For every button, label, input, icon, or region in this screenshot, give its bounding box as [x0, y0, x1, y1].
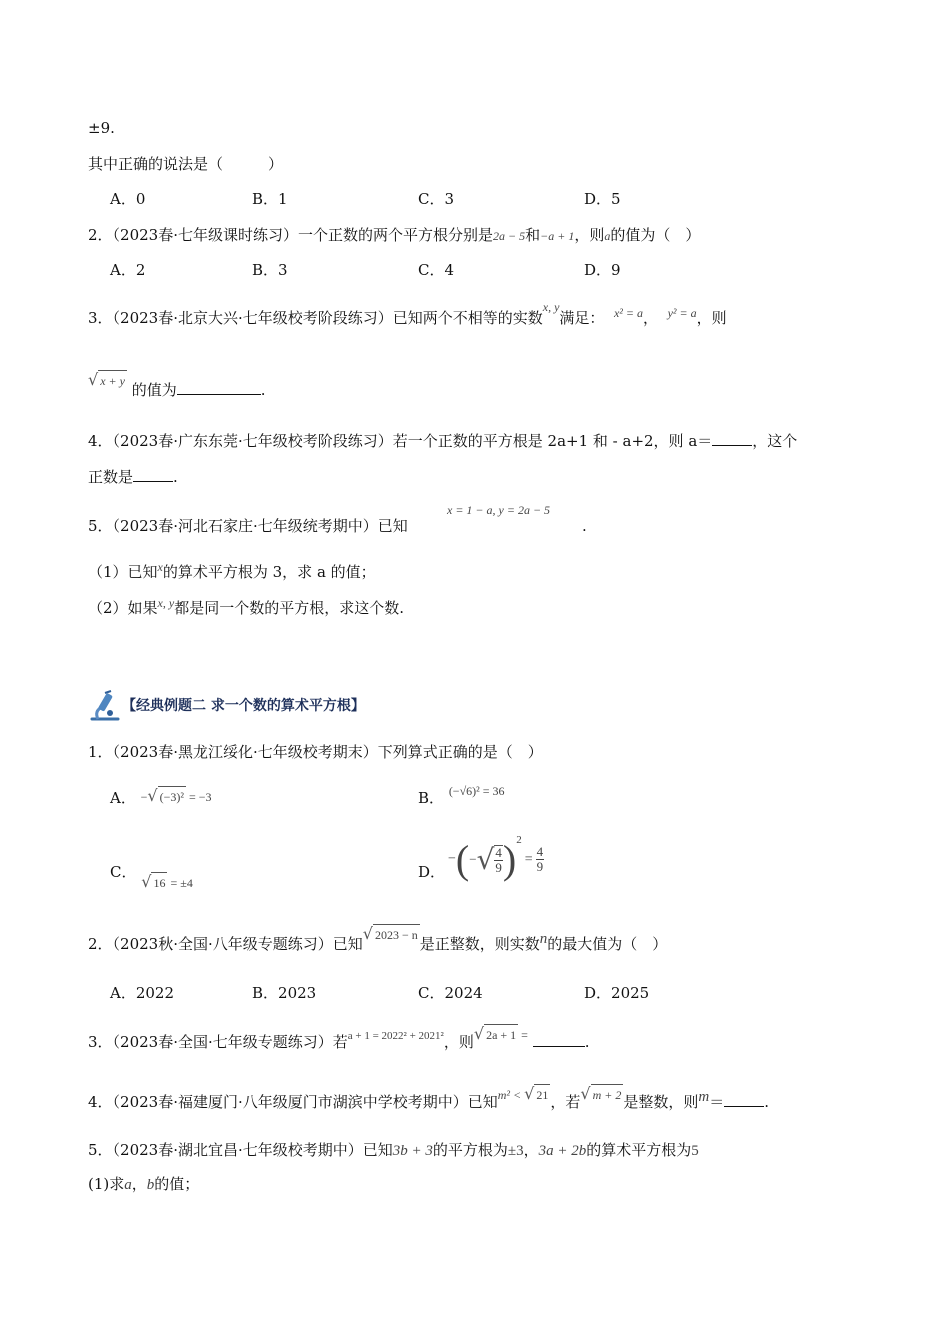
- c-radicand: 16: [151, 872, 167, 893]
- q2-var: a: [604, 229, 611, 243]
- q3-then: ，则: [696, 309, 727, 327]
- question-5: [88, 516, 408, 536]
- sqrt-icon: √: [362, 924, 373, 943]
- q5-mid2: 的算术平方根为: [586, 1141, 692, 1159]
- q4-end: .: [764, 1093, 769, 1111]
- q5-p1v1: a: [124, 1177, 132, 1193]
- option-a-label: A．: [110, 789, 136, 807]
- option-b: B．3: [252, 261, 288, 279]
- paren-right-icon: ): [502, 837, 517, 882]
- question-prompt: 其中正确的说法是（ ）: [88, 155, 284, 173]
- denominator: 9: [536, 859, 544, 874]
- q4-line2: 正数是: [88, 468, 134, 486]
- q3-comma: ，: [643, 309, 659, 327]
- option-c: C．4: [418, 261, 455, 279]
- question-4: [88, 431, 797, 451]
- denominator: 9: [495, 859, 502, 875]
- answer-blank[interactable]: [533, 1032, 585, 1047]
- q3-end: .: [260, 381, 266, 399]
- q3-radicand: x + y: [98, 370, 127, 391]
- q2-text: 2．（2023秋·全国·八年级专题练习）已知: [88, 935, 363, 953]
- q4-end: .: [173, 468, 178, 486]
- q4-mid: ，若: [550, 1093, 581, 1111]
- q5-end: .: [582, 517, 587, 535]
- q5-p2b: 都是同一个数的平方根，求这个数.: [174, 599, 404, 617]
- option-a: A．2: [110, 261, 146, 279]
- q5-e3: 3a + 2b: [538, 1143, 587, 1159]
- q4-radicand: m + 2: [591, 1084, 624, 1105]
- d-fraction: [494, 845, 503, 875]
- q3-mid: 满足：: [559, 309, 605, 327]
- question-2: [88, 924, 668, 955]
- c-result: = ±4: [167, 876, 193, 890]
- q4-text: 4．（2023春·福建厦门·八年级厦门市湖滨中学校考期中）已知: [88, 1093, 498, 1111]
- q2-then: ，则: [574, 226, 605, 244]
- option-d: D．5: [584, 190, 621, 208]
- q5-p1v2: b: [146, 1177, 155, 1193]
- option-a: A．0: [110, 190, 146, 208]
- question-1: 1．（2023春·黑龙江绥化·七年级校考期末）下列算式正确的是（ ）: [88, 743, 543, 761]
- q2-tail: 的最大值为（ ）: [547, 935, 668, 953]
- q5-e4: 5: [691, 1143, 699, 1159]
- q4-mid2: 是整数，则: [623, 1093, 699, 1111]
- option-d: [418, 862, 445, 882]
- q3-mid: ，则: [443, 1033, 474, 1051]
- q3-text: 3．（2023春·全国·七年级专题练习）若: [88, 1033, 348, 1051]
- question-5: [88, 1140, 699, 1161]
- q2-tail: 的值为（ ）: [610, 226, 701, 244]
- q5-comma: ，: [523, 1141, 539, 1159]
- equals: =: [524, 851, 533, 867]
- sqrt-icon: √: [473, 1024, 485, 1043]
- q5-p1b: 的算术平方根为 3，求 a 的值；: [162, 563, 376, 581]
- q5-p1b: 的值；: [154, 1175, 200, 1193]
- exponent: 2: [516, 833, 522, 846]
- answer-blank[interactable]: [177, 380, 261, 395]
- q3-radicand: 2a + 1: [484, 1024, 518, 1045]
- option-d: D．9: [584, 261, 621, 279]
- microscope-icon: [88, 689, 122, 723]
- q2-expr1: 2a − 5: [493, 229, 526, 243]
- q5-text: 5．（2023春·湖北宜昌·七年级校考期中）已知: [88, 1141, 393, 1159]
- question-2: [88, 225, 700, 246]
- numerator: 4: [536, 844, 544, 859]
- q5-part-1: [88, 1174, 199, 1195]
- q4-var: m: [698, 1089, 710, 1105]
- q5-p1a: (1)求: [88, 1175, 125, 1193]
- q2-mid: 是正整数，则实数: [419, 935, 540, 953]
- option-b: B．2023: [252, 984, 317, 1002]
- option-c-label: C．: [110, 863, 137, 881]
- q2-var: n: [539, 931, 548, 947]
- continued-text: ±9.: [88, 119, 115, 137]
- d-result-fraction: [536, 845, 545, 874]
- q2-text: 2．（2023春·七年级课时练习）一个正数的两个平方根分别是: [88, 226, 493, 244]
- q5-part-2: [88, 598, 404, 619]
- sqrt-icon: √: [524, 1084, 535, 1103]
- q5-part-1: [88, 562, 376, 583]
- answer-blank[interactable]: [724, 1092, 764, 1107]
- q4-text: 4．（2023春·广东东莞·七年级校考阶段练习）若一个正数的平方根是 2a+1 和 - a+2，则 a＝: [88, 432, 713, 450]
- q5-mid1: 的平方根为: [432, 1141, 508, 1159]
- sqrt-icon: √: [580, 1084, 591, 1103]
- q5-p1c: ，: [131, 1175, 147, 1193]
- q4-eq: ＝: [709, 1093, 725, 1111]
- q2-expr2: −a + 1: [540, 229, 575, 243]
- paren-left-icon: (: [455, 837, 470, 882]
- option-b: B．1: [252, 190, 288, 208]
- q3-xy: x, y: [542, 300, 560, 314]
- b-expr: (−√6)² = 36: [448, 784, 505, 798]
- minus-sign: −: [448, 851, 456, 867]
- minus-sign: −: [140, 790, 148, 804]
- q4-cond-radicand: 21: [534, 1084, 550, 1105]
- q5-p1x: x: [157, 560, 163, 574]
- q4-cond: m² <: [497, 1088, 525, 1102]
- option-a: [110, 788, 212, 809]
- answer-blank[interactable]: [712, 431, 752, 446]
- q4-after: ，这个: [752, 432, 798, 450]
- q3-tail: 的值为: [131, 381, 177, 399]
- d-expr: −(−√ $\frac{4}{9}$ )$^2$= $\frac{4}{9}$: [448, 833, 544, 882]
- q3-text: 3．（2023春·北京大兴·七年级校考阶段练习）已知两个不相等的实数: [88, 309, 543, 327]
- question-3-cont: [88, 370, 266, 401]
- q2-and: 和: [525, 226, 541, 244]
- option-c: C．2024: [418, 984, 483, 1002]
- question-4: [88, 1084, 769, 1113]
- q5-p2a: （2）如果: [88, 599, 158, 617]
- q5-expr: x = 1 − a, y = 2a − 5: [447, 503, 551, 517]
- question-3: [88, 1024, 590, 1054]
- section-title: 【经典例题二 求一个数的算术平方根】: [122, 698, 365, 714]
- a-result: = −3: [185, 790, 212, 804]
- sqrt-icon: √: [141, 872, 152, 891]
- q5-e2: ±3: [507, 1143, 524, 1159]
- q5-p1a: （1）已知: [88, 563, 158, 581]
- q3-cond1: x² = a: [613, 306, 644, 320]
- option-a: A．2022: [110, 984, 175, 1002]
- question-3: [88, 300, 727, 329]
- option-b-label: B．: [418, 789, 445, 807]
- sqrt-icon: √: [88, 370, 99, 389]
- q2-radicand: 2023 − n: [373, 924, 420, 945]
- equals: =: [518, 1028, 528, 1042]
- question-4-cont: [88, 467, 178, 487]
- q3-cond2: y² = a: [667, 306, 697, 320]
- option-b: [418, 784, 505, 809]
- option-d: D．2025: [584, 984, 650, 1002]
- section-header: [88, 689, 365, 723]
- q5-text: 5．（2023春·河北石家庄·七年级统考期中）已知: [88, 517, 408, 535]
- a-radicand: (−3)²: [158, 786, 186, 807]
- numerator: 4: [495, 844, 502, 860]
- option-c: [110, 862, 193, 891]
- sqrt-icon: √: [476, 843, 495, 876]
- option-d-label: D．: [418, 863, 446, 881]
- q5-p2xy: x, y: [157, 596, 175, 610]
- q3-expr: a + 1 = 2022² + 2021²: [347, 1030, 444, 1042]
- q5-e1: 3b + 3: [392, 1143, 433, 1159]
- q3-end: .: [584, 1033, 590, 1051]
- answer-blank[interactable]: [133, 467, 173, 482]
- option-c: C．3: [418, 190, 455, 208]
- sqrt-icon: √: [147, 786, 158, 805]
